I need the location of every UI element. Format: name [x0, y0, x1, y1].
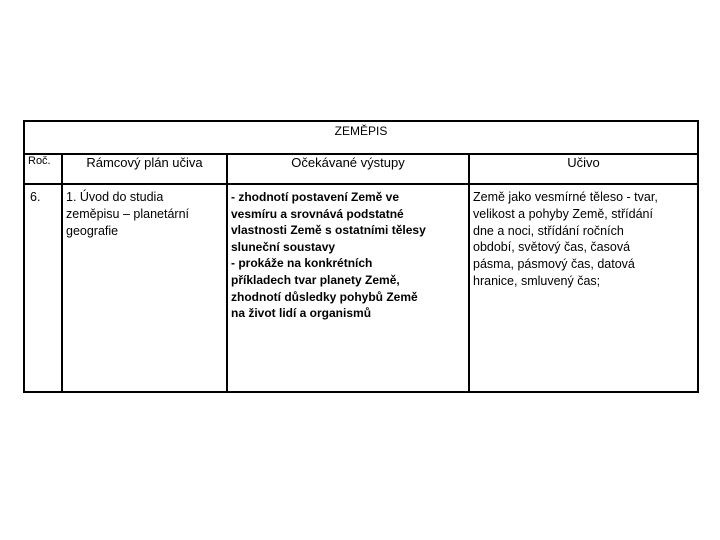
table-row	[24, 184, 698, 392]
header-row	[24, 154, 698, 184]
header-framework: Rámcový plán učiva	[86, 155, 203, 170]
header-year: Roč.	[28, 155, 51, 167]
year-value: 6.	[30, 190, 41, 204]
title-row	[24, 121, 698, 154]
title-cell	[24, 121, 698, 154]
subject-title: ZEMĚPIS	[334, 124, 388, 138]
header-year-cell	[24, 154, 62, 184]
outcomes-cell	[227, 184, 469, 392]
framework-text: 1. Úvod do studia zeměpisu – planetární geografie	[66, 190, 189, 238]
header-content: Učivo	[567, 155, 600, 170]
header-outcomes-cell	[227, 154, 469, 184]
header-outcomes: Očekávané výstupy	[291, 155, 405, 170]
curriculum-table	[23, 120, 699, 393]
year-cell	[24, 184, 62, 392]
content-cell	[469, 184, 698, 392]
outcomes-text: - zhodnotí postavení Země ve vesmíru a srovnává podstatné vlastnosti Země s ostatními tělesy sluneční soustavy - prokáže na konkrétních příkladech tvar planety Země, zhodnotí důsledky pohybů Země na život lidí a organismů	[231, 190, 426, 321]
content-text: Země jako vesmírné těleso - tvar, velikost a pohyby Země, střídání dne a noci, střídání ročních období, světový čas, časová pásma, pásmový čas, datová hranice, smluvený čas;	[473, 190, 658, 288]
header-content-cell	[469, 154, 698, 184]
framework-cell	[62, 184, 227, 392]
header-framework-cell	[62, 154, 227, 184]
